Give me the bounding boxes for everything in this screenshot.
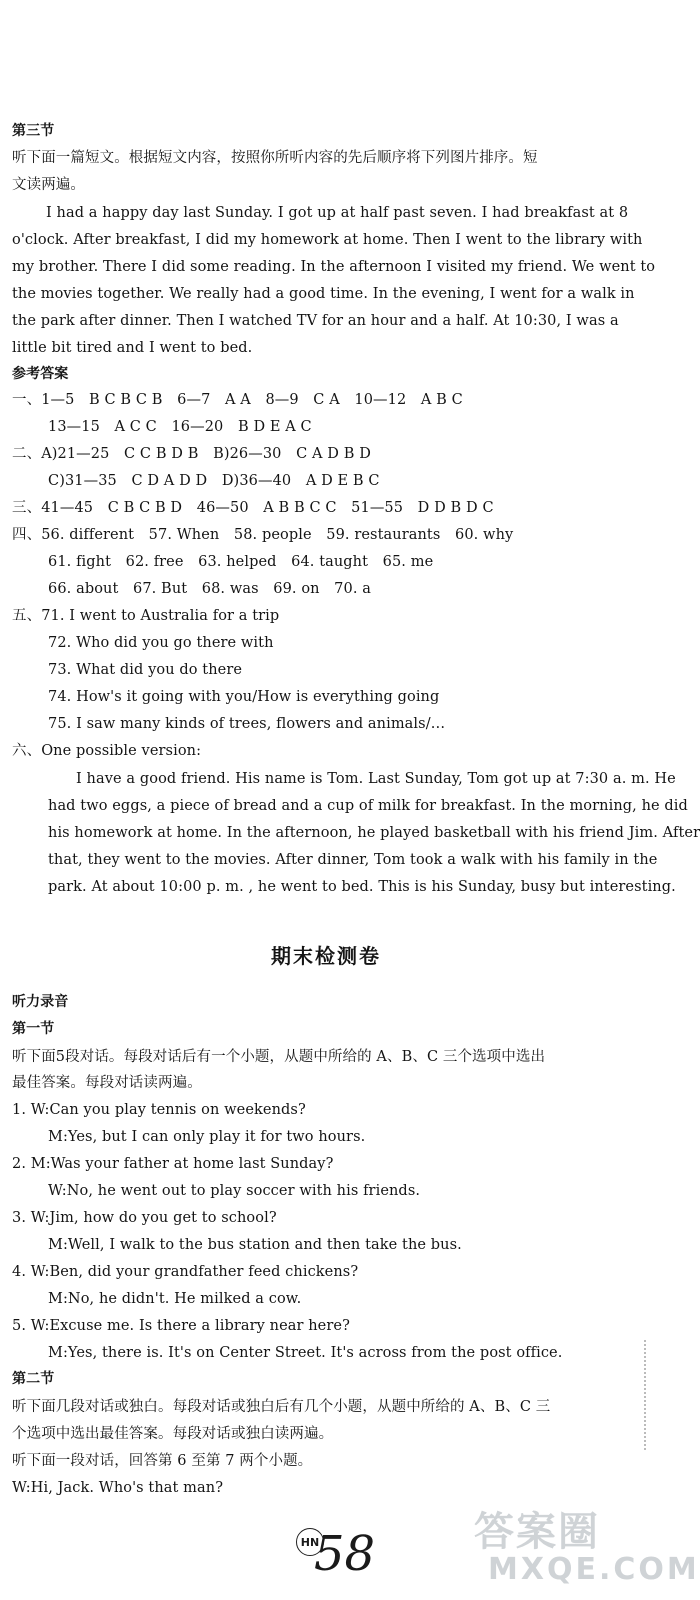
- answer-line: 三、41—45 C B C B D 46—50 A B B C C 51—55 D D B D C: [12, 500, 494, 516]
- part2-instruction-line3: 听下面一段对话，回答第 6 至第 7 两个小题。: [12, 1453, 313, 1469]
- dialogue-line: 4. W:Ben, did your grandfather feed chickens?: [12, 1264, 359, 1280]
- answers-heading: 参考答案: [12, 366, 69, 382]
- exam-title: 期末检测卷: [271, 944, 381, 968]
- answer-line: 61. fight 62. free 63. helped 64. taught 65. me: [48, 554, 434, 570]
- part2-dialogue-line: W:Hi, Jack. Who's that man?: [12, 1480, 224, 1496]
- part1-instruction-line1: 听下面5段对话。每段对话后有一个小题，从题中所给的 A、B、C 三个选项中选出: [12, 1049, 546, 1065]
- passage-line: the park after dinner. Then I watched TV for an hour and a half. At 10:30, I was a: [12, 313, 619, 329]
- essay-line: his homework at home. In the afternoon, he played basketball with his friend Jim. After: [48, 825, 700, 841]
- hn-badge: HN: [296, 1528, 324, 1556]
- watermark: [470, 1500, 700, 1595]
- passage-line: o'clock. After breakfast, I did my homework at home. Then I went to the library with: [12, 232, 643, 248]
- answer-line: 一、1—5 B C B C B 6—7 A A 8—9 C A 10—12 A B C: [12, 392, 463, 408]
- dialogue-line: 2. M:Was your father at home last Sunday?: [12, 1156, 334, 1172]
- passage-line: little bit tired and I went to bed.: [12, 340, 253, 356]
- answer-line: 二、A)21—25 C C B D B B)26—30 C A D B D: [12, 446, 371, 462]
- essay-line: had two eggs, a piece of bread and a cup of milk for breakfast. In the morning, he did: [48, 798, 688, 814]
- essay-line: I have a good friend. His name is Tom. Last Sunday, Tom got up at 7:30 a. m. He: [76, 771, 676, 787]
- page-number-group: [296, 1526, 376, 1582]
- passage-line: I had a happy day last Sunday. I got up at half past seven. I had breakfast at 8: [46, 205, 629, 221]
- dialogue-line: M:No, he didn't. He milked a cow.: [48, 1291, 302, 1307]
- page-number: 58: [314, 1526, 376, 1582]
- passage-line: my brother. There I did some reading. In the afternoon I visited my friend. We went to: [12, 259, 656, 275]
- answer-line: 74. How's it going with you/How is everything going: [48, 689, 440, 705]
- dialogue-line: 1. W:Can you play tennis on weekends?: [12, 1102, 306, 1118]
- passage-line: the movies together. We really had a good time. In the evening, I went for a walk in: [12, 286, 635, 302]
- answer-line: 四、56. different 57. When 58. people 59. restaurants 60. why: [12, 527, 514, 543]
- dialogue-line: M:Yes, but I can only play it for two hours.: [48, 1129, 366, 1145]
- essay-line: park. At about 10:00 p. m. , he went to bed. This is his Sunday, busy but interesting.: [48, 879, 676, 895]
- part2-heading: 第二节: [12, 1371, 55, 1387]
- part2-instruction-line1: 听下面几段对话或独白。每段对话或独白后有几个小题，从题中所给的 A、B、C 三: [12, 1399, 551, 1415]
- section3-heading: 第三节: [12, 123, 55, 139]
- answer-line: 73. What did you do there: [48, 662, 243, 678]
- dialogue-line: 5. W:Excuse me. Is there a library near here?: [12, 1318, 350, 1334]
- answer-line: 72. Who did you go there with: [48, 635, 274, 651]
- answer-line: 六、One possible version:: [12, 743, 202, 759]
- watermark-cn: 答案圈: [474, 1509, 600, 1555]
- essay-line: that, they went to the movies. After dinner, Tom took a walk with his family in the: [48, 852, 658, 868]
- watermark-en: MXQE.COM: [488, 1552, 700, 1587]
- answer-line: C)31—35 C D A D D D)36—40 A D E B C: [48, 473, 380, 489]
- dialogue-line: 3. W:Jim, how do you get to school?: [12, 1210, 277, 1226]
- answer-line: 五、71. I went to Australia for a trip: [12, 608, 280, 624]
- part1-instruction-line2: 最佳答案。每段对话读两遍。: [12, 1075, 202, 1091]
- listening-heading: 听力录音: [12, 994, 69, 1010]
- dialogue-line: M:Well, I walk to the bus station and then take the bus.: [48, 1237, 462, 1253]
- answer-line: 13—15 A C C 16—20 B D E A C: [48, 419, 312, 435]
- answer-line: 66. about 67. But 68. was 69. on 70. a: [48, 581, 371, 597]
- part2-instruction-line2: 个选项中选出最佳答案。每段对话或独白读两遍。: [12, 1426, 334, 1442]
- answer-line: 75. I saw many kinds of trees, flowers and animals/…: [48, 716, 446, 732]
- page-edge-mark: [640, 1340, 646, 1450]
- section3-instruction-line2: 文读两遍。: [12, 177, 85, 193]
- dialogue-line: M:Yes, there is. It's on Center Street. It's across from the post office.: [48, 1345, 563, 1361]
- part1-heading: 第一节: [12, 1021, 55, 1037]
- dialogue-line: W:No, he went out to play soccer with his friends.: [48, 1183, 421, 1199]
- section3-instruction-line1: 听下面一篇短文。根据短文内容，按照你所听内容的先后顺序将下列图片排序。短: [12, 150, 538, 166]
